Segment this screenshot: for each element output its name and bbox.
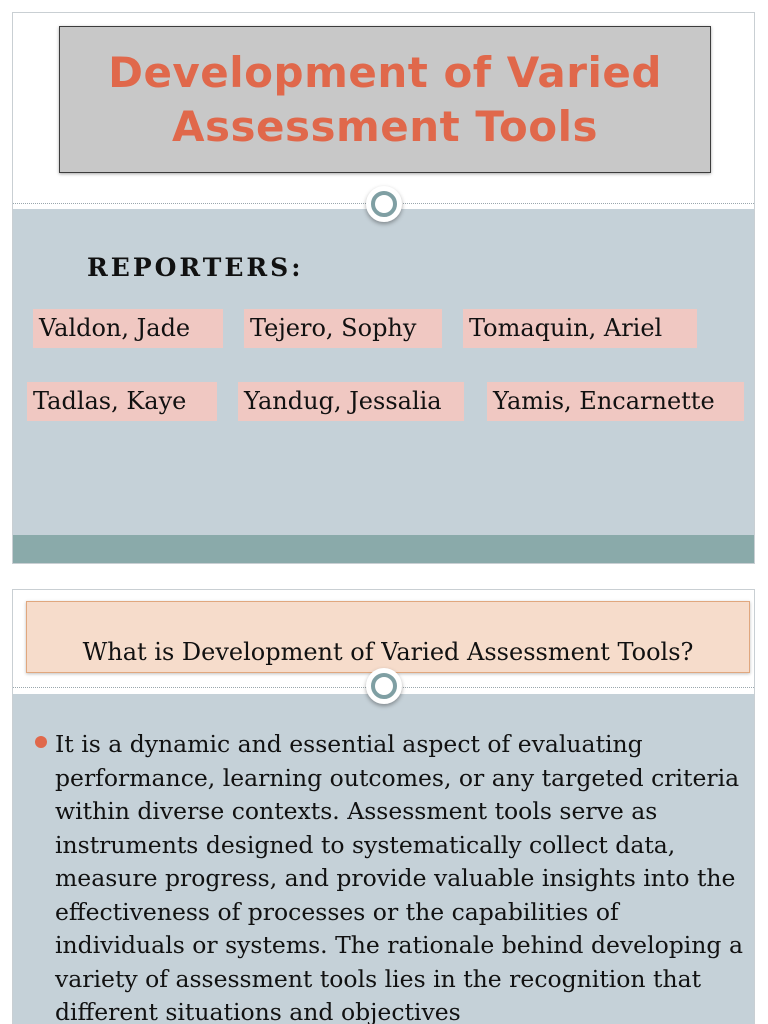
slide-title bbox=[108, 46, 662, 154]
question-box bbox=[26, 601, 750, 673]
title-line-2: Assessment Tools bbox=[171, 101, 598, 151]
slide-1 bbox=[12, 12, 755, 564]
slide-question: What is Development of Varied Assessment Tools? bbox=[82, 638, 694, 666]
title-line-1: Development of Varied bbox=[108, 47, 662, 97]
reporter-name: Tadlas, Kaye bbox=[27, 382, 217, 421]
title-box bbox=[59, 26, 711, 173]
circle-ornament-icon bbox=[366, 668, 402, 704]
circle-ornament-icon bbox=[366, 186, 402, 222]
reporter-name: Tejero, Sophy bbox=[244, 309, 442, 348]
reporter-name: Valdon, Jade bbox=[33, 309, 223, 348]
reporters-heading: REPORTERS: bbox=[87, 253, 304, 282]
slide-2 bbox=[12, 589, 755, 1024]
bullet-icon bbox=[35, 736, 47, 748]
reporter-name: Tomaquin, Ariel bbox=[463, 309, 697, 348]
reporter-name: Yandug, Jessalia bbox=[238, 382, 464, 421]
footer-bar bbox=[13, 535, 754, 564]
reporter-name: Yamis, Encarnette bbox=[487, 382, 744, 421]
bullet-text: It is a dynamic and essential aspect of evaluating performance, learning outcomes, or any targeted criteria within diverse contexts. Assessment tools serve as instruments designed to systematically collect data, measure progress, and provide valuable insights into the effectiveness of processes or the capabilities of individuals or systems. The rationale behind developing a variety of assessment tools lies in the recognition that different situations and objectives bbox=[55, 730, 743, 1024]
